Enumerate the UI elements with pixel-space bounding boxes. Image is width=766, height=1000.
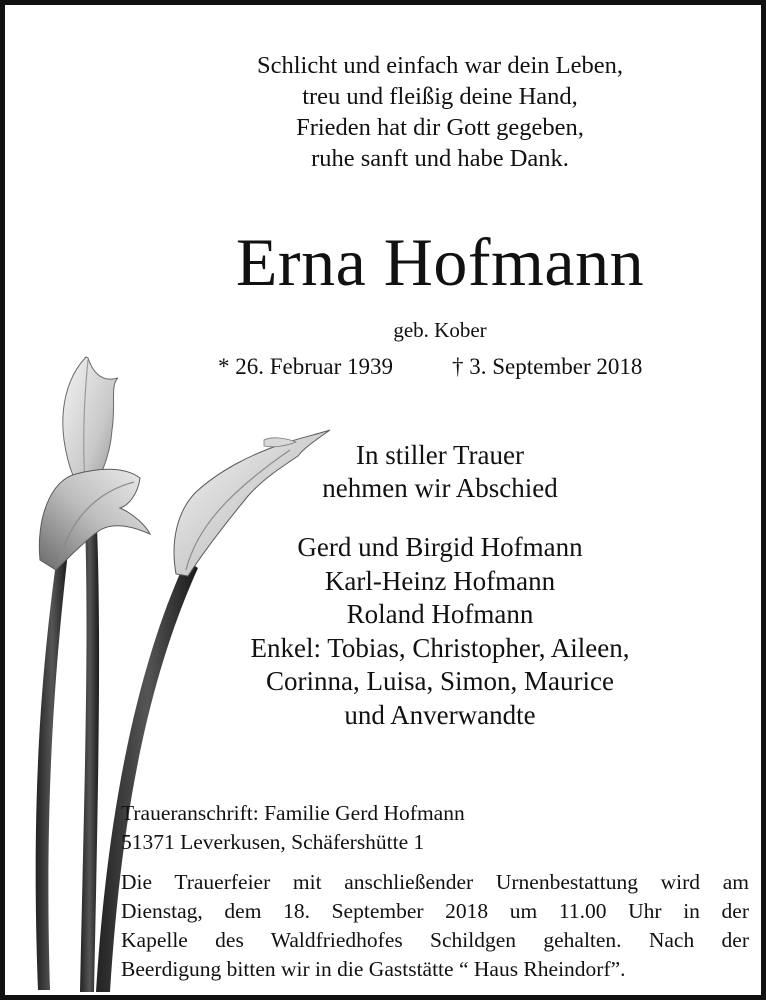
- poem-line: ruhe sanft und habe Dank.: [311, 145, 569, 172]
- lily-stem-left: [36, 548, 68, 990]
- address-line: 51371 Leverkusen, Schäfershütte 1: [121, 830, 425, 854]
- family-line: Corinna, Luisa, Simon, Maurice: [266, 666, 614, 696]
- mourning-address: [121, 799, 465, 857]
- mourning-line: nehmen wir Abschied: [322, 473, 558, 503]
- mourning-phrase: [240, 439, 640, 505]
- poem-line: Schlicht und einfach war dein Leben,: [256, 52, 623, 79]
- service-line: Die Trauerfeier mit anschließender Urnenbestattung wird am: [121, 870, 749, 894]
- family-list: [190, 531, 690, 732]
- family-line: Roland Hofmann: [346, 599, 534, 629]
- poem-line: Frieden hat dir Gott gegeben,: [296, 114, 584, 141]
- mourning-line: In stiller Trauer: [356, 440, 524, 470]
- lily-stem-middle: [80, 500, 99, 992]
- service-line: Beerdigung bitten wir in die Gaststätte “ Haus Rheindorf”.: [121, 957, 626, 981]
- service-line: Dienstag, dem 18. September 2018 um 11.00 Uhr in der: [121, 899, 749, 923]
- memorial-poem: [200, 50, 680, 174]
- family-line: Karl-Heinz Hofmann: [324, 565, 556, 596]
- birth-name: geb. Kober: [393, 318, 487, 342]
- death-date: † 3. September 2018: [452, 354, 643, 379]
- service-line: Kapelle des Waldfriedhofes Schildgen gehalten. Nach der: [121, 928, 749, 952]
- family-line: Gerd und Birgid Hofmann: [297, 532, 583, 562]
- birth-date: * 26. Februar 1939: [218, 354, 394, 379]
- deceased-name: Erna Hofmann: [235, 224, 645, 300]
- family-line: und Anverwandte: [344, 699, 536, 730]
- family-line: Enkel: Tobias, Christopher, Aileen,: [250, 632, 630, 663]
- address-line: Traueranschrift: Familie Gerd Hofmann: [121, 801, 465, 825]
- poem-line: treu und fleißig deine Hand,: [302, 83, 578, 110]
- funeral-service-notice: [121, 868, 749, 984]
